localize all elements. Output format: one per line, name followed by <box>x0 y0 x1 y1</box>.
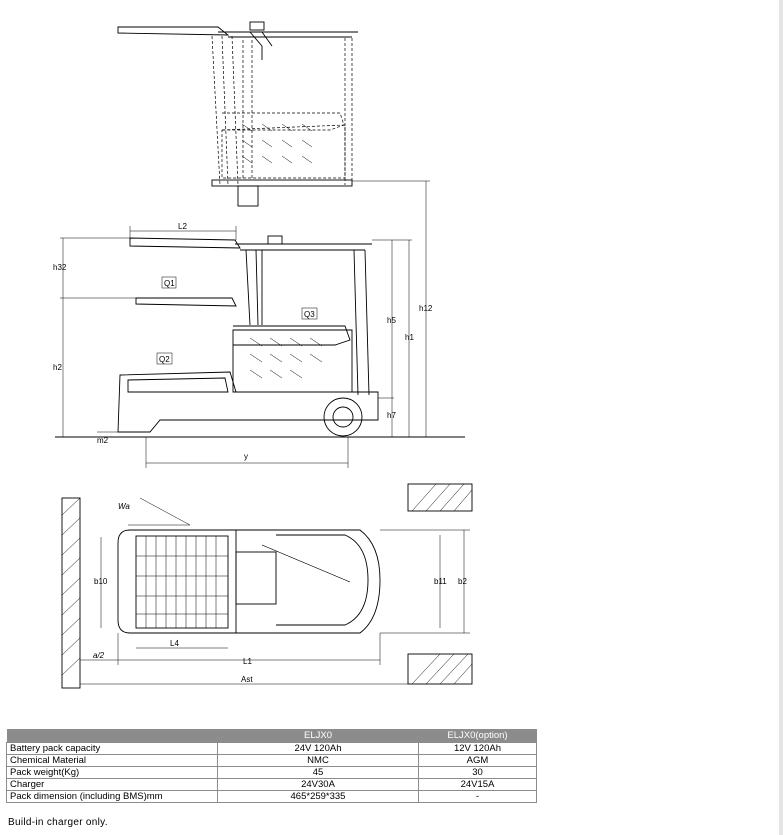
label-h2: h2 <box>53 363 62 372</box>
row-label: Chemical Material <box>7 755 218 767</box>
top-view <box>62 484 472 688</box>
label-b2: b2 <box>458 577 467 586</box>
label-b11: b11 <box>434 577 447 586</box>
label-Ast: Ast <box>241 675 253 684</box>
label-Q3: Q3 <box>304 310 315 319</box>
label-h5: h5 <box>387 316 396 325</box>
label-a2: a/2 <box>93 651 105 660</box>
table-header-row <box>7 729 537 743</box>
table-row <box>7 779 537 791</box>
row-std-value: 24V30A <box>218 779 419 791</box>
label-Wa: Wa <box>118 502 130 511</box>
row-std-value: 465*259*335 <box>218 791 419 803</box>
table-row <box>7 767 537 779</box>
table-row <box>7 743 537 755</box>
table-header-std: ELJX0 <box>218 729 419 743</box>
row-std-value: 45 <box>218 767 419 779</box>
label-L2: L2 <box>178 222 187 231</box>
label-L1: L1 <box>243 657 252 666</box>
row-option-value: - <box>419 791 537 803</box>
label-h1: h1 <box>405 333 414 342</box>
row-option-value: AGM <box>419 755 537 767</box>
label-h32: h32 <box>53 263 67 272</box>
row-label: Pack weight(Kg) <box>7 767 218 779</box>
raised-platform <box>118 22 430 206</box>
label-h12: h12 <box>419 304 433 313</box>
label-h7: h7 <box>387 411 396 420</box>
row-std-value: NMC <box>218 755 419 767</box>
row-std-value: 24V 120Ah <box>218 743 419 755</box>
table-header-option: ELJX0(option) <box>419 729 537 743</box>
row-label: Battery pack capacity <box>7 743 218 755</box>
battery-spec-table <box>6 729 537 803</box>
row-option-value: 24V15A <box>419 779 537 791</box>
footnote: Build-in charger only. <box>8 817 108 828</box>
label-Q2: Q2 <box>159 355 170 364</box>
label-Q1: Q1 <box>164 279 175 288</box>
label-y: y <box>244 452 248 461</box>
row-label: Pack dimension (including BMS)mm <box>7 791 218 803</box>
label-m2: m2 <box>97 436 109 445</box>
row-label: Charger <box>7 779 218 791</box>
table-row <box>7 791 537 803</box>
side-dimensions <box>60 181 426 468</box>
label-L4: L4 <box>170 639 179 648</box>
lowered-machine <box>55 236 465 437</box>
table-row <box>7 755 537 767</box>
row-option-value: 30 <box>419 767 537 779</box>
row-option-value: 12V 120Ah <box>419 743 537 755</box>
label-b10: b10 <box>94 577 108 586</box>
table-header-blank <box>7 729 218 743</box>
